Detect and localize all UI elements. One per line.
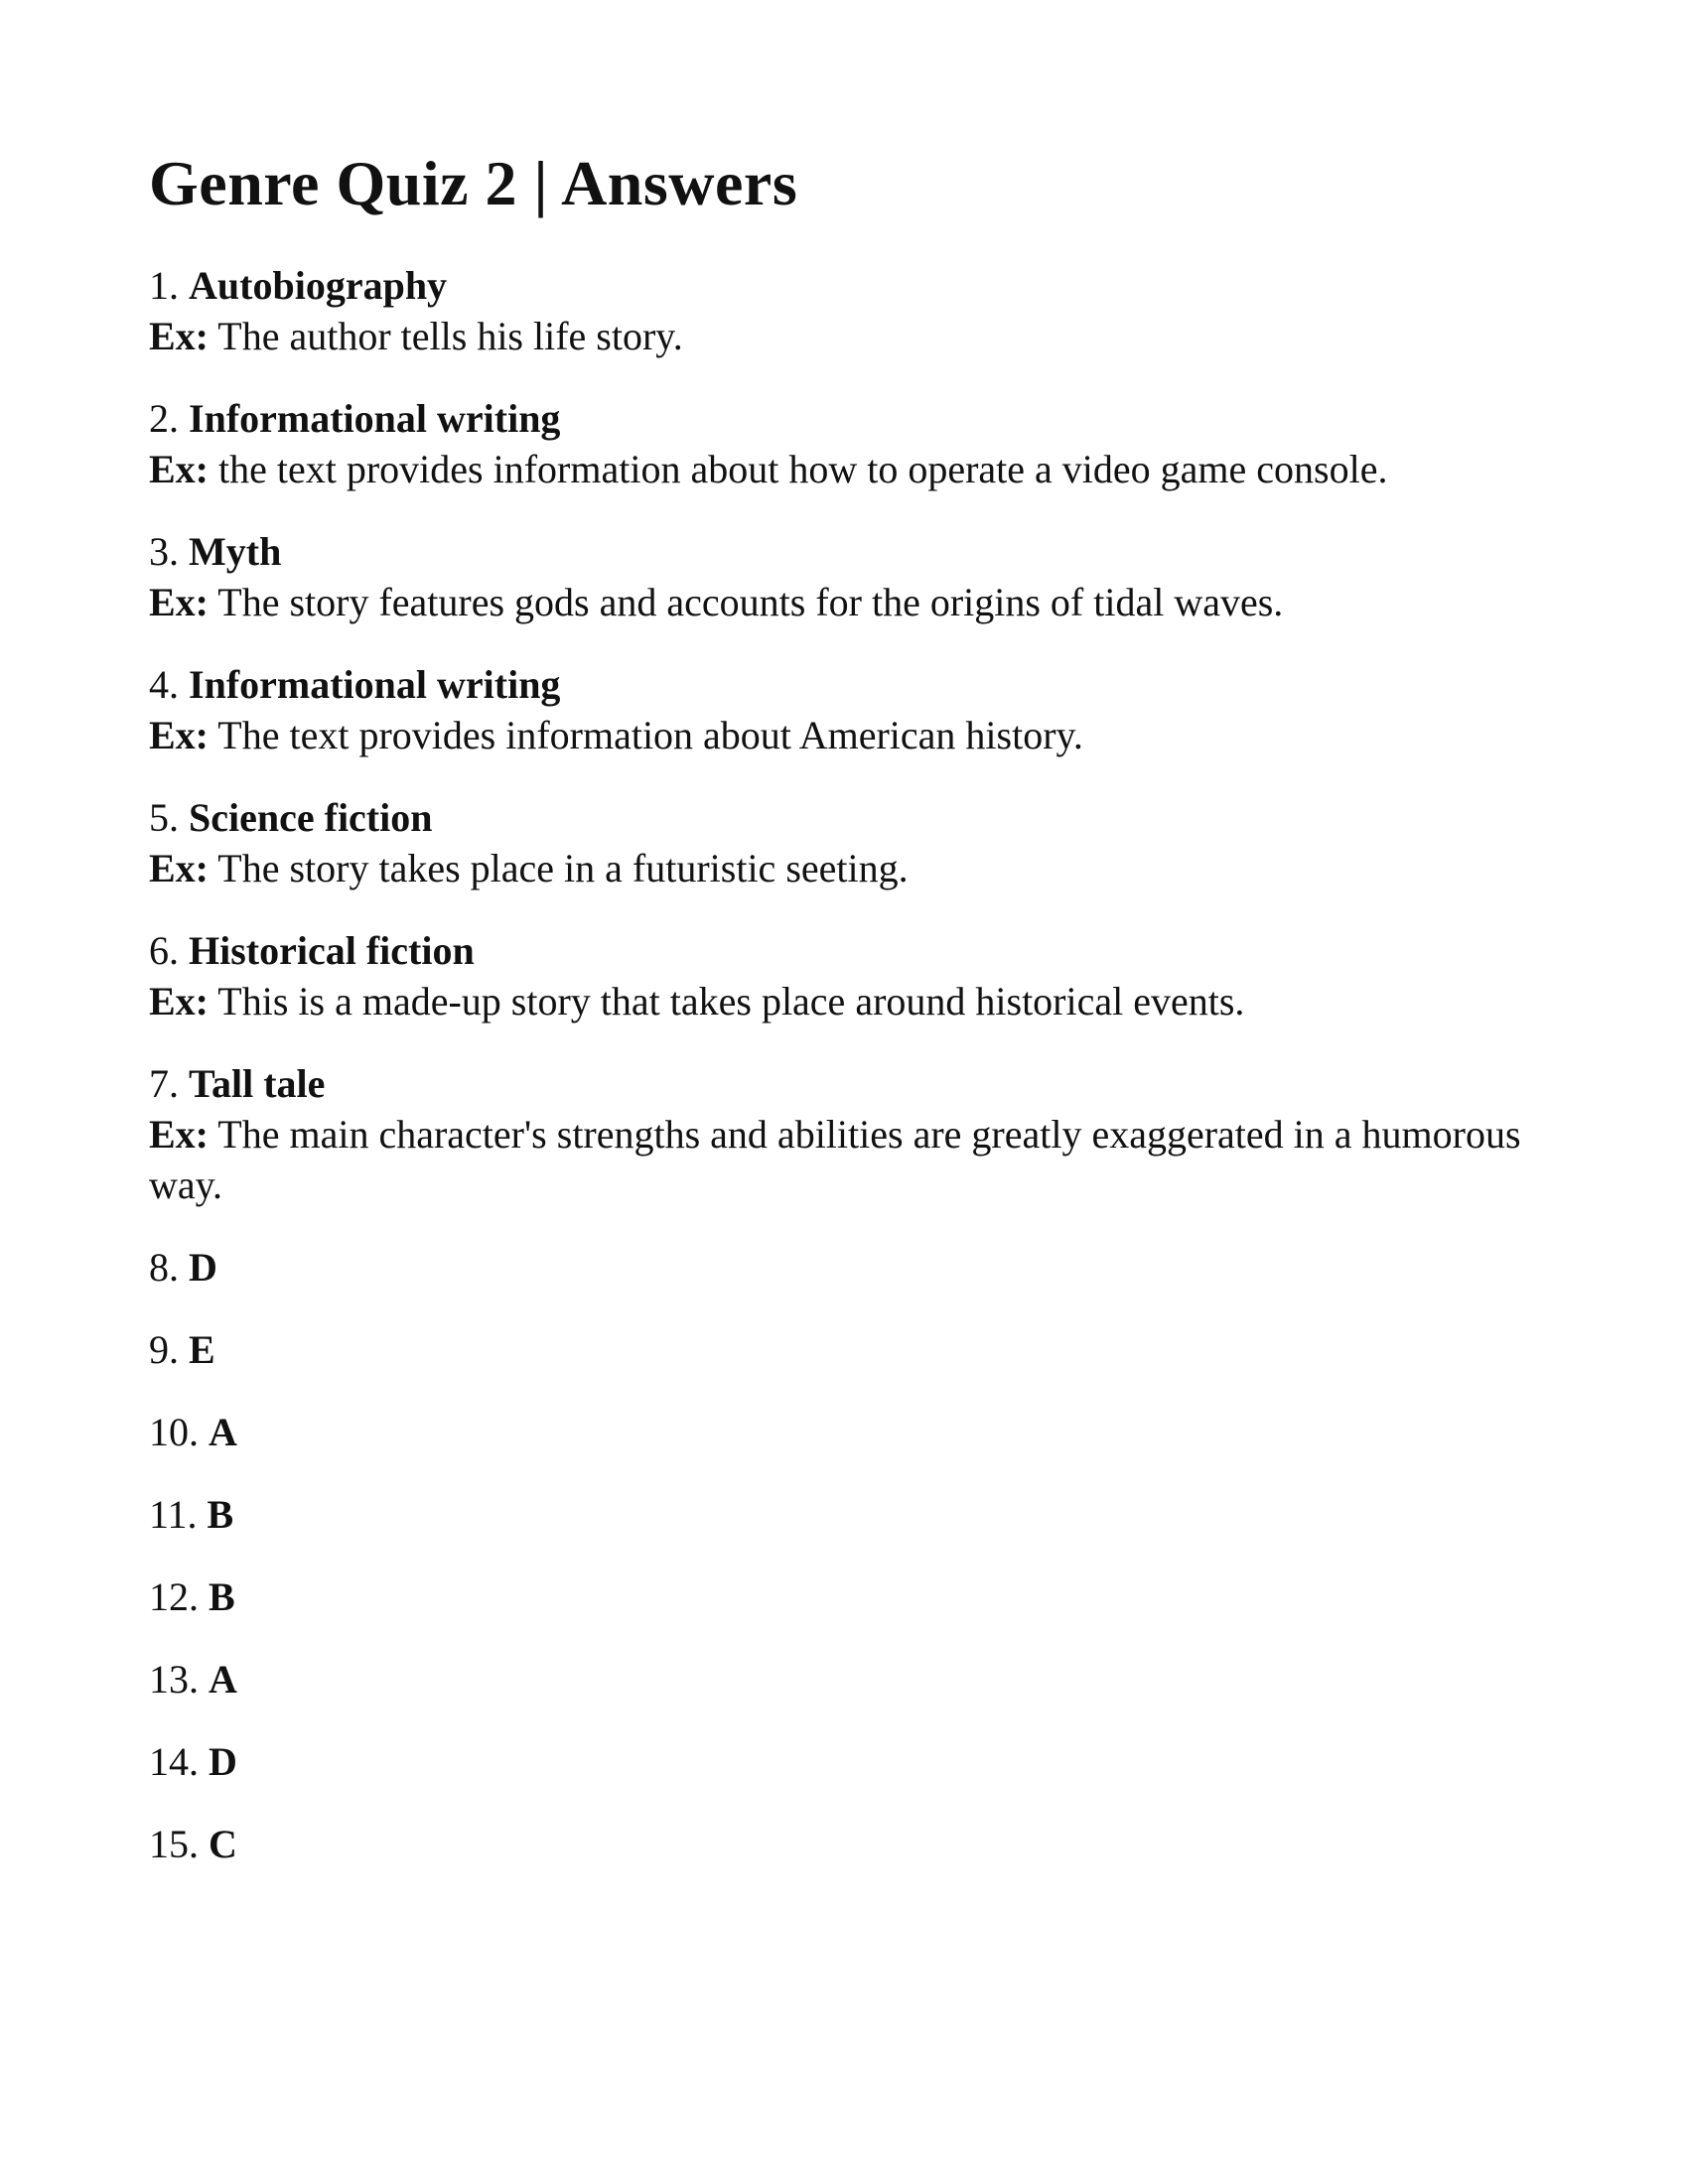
ex-label: Ex: bbox=[149, 978, 209, 1024]
answer-genre: Historical fiction bbox=[189, 927, 475, 973]
explanation-text: The text provides information about American history. bbox=[217, 712, 1083, 757]
answer-number: 1. bbox=[149, 262, 179, 308]
answer-number: 14. bbox=[149, 1738, 199, 1784]
explanation-text: The main character's strengths and abilities are greatly exaggerated in a humorous way. bbox=[149, 1111, 1521, 1207]
answer-letter: B bbox=[209, 1573, 235, 1619]
explanation-text: The author tells his life story. bbox=[217, 313, 683, 358]
answer-item-7 bbox=[149, 1058, 1559, 1210]
answer-explanation bbox=[149, 843, 1559, 893]
page-title: Genre Quiz 2 | Answers bbox=[149, 148, 798, 218]
answer-number: 10. bbox=[149, 1409, 199, 1454]
explanation-text: This is a made-up story that takes place around historical events. bbox=[217, 978, 1245, 1024]
ex-label: Ex: bbox=[149, 313, 209, 358]
answer-explanation bbox=[149, 444, 1559, 494]
answer-number: 11. bbox=[149, 1491, 198, 1537]
answer-number: 5. bbox=[149, 794, 179, 840]
answer-number: 3. bbox=[149, 528, 179, 574]
answer-genre: Myth bbox=[189, 528, 282, 574]
answer-heading bbox=[149, 792, 1559, 843]
answer-item-9 bbox=[149, 1324, 1559, 1375]
answer-letter: D bbox=[209, 1738, 237, 1784]
answer-sheet bbox=[149, 147, 1559, 1901]
answer-item-14 bbox=[149, 1736, 1559, 1787]
answer-genre: Tall tale bbox=[189, 1060, 326, 1106]
ex-label: Ex: bbox=[149, 579, 209, 624]
answer-explanation bbox=[149, 577, 1559, 627]
answer-explanation bbox=[149, 976, 1559, 1026]
ex-label: Ex: bbox=[149, 845, 209, 890]
answer-letter: B bbox=[207, 1491, 234, 1537]
answer-item-11 bbox=[149, 1489, 1559, 1540]
answer-genre: Informational writing bbox=[189, 661, 561, 707]
answer-number: 12. bbox=[149, 1573, 199, 1619]
answer-list bbox=[149, 260, 1559, 1869]
answer-number: 6. bbox=[149, 927, 179, 973]
answer-explanation bbox=[149, 710, 1559, 760]
ex-label: Ex: bbox=[149, 1111, 209, 1157]
answer-item-15 bbox=[149, 1819, 1559, 1869]
answer-heading bbox=[149, 1058, 1559, 1109]
answer-item-6 bbox=[149, 925, 1559, 1026]
ex-label: Ex: bbox=[149, 446, 209, 491]
answer-letter: A bbox=[209, 1409, 237, 1454]
answer-item-4 bbox=[149, 659, 1559, 760]
answer-item-1 bbox=[149, 260, 1559, 361]
answer-item-13 bbox=[149, 1654, 1559, 1705]
answer-item-8 bbox=[149, 1242, 1559, 1293]
answer-number: 2. bbox=[149, 395, 179, 441]
answer-item-2 bbox=[149, 393, 1559, 494]
answer-heading bbox=[149, 526, 1559, 577]
explanation-text: The story takes place in a futuristic seeting. bbox=[217, 845, 909, 890]
answer-explanation bbox=[149, 311, 1559, 361]
answer-genre: Science fiction bbox=[189, 794, 433, 840]
answer-genre: Informational writing bbox=[189, 395, 561, 441]
answer-item-10 bbox=[149, 1407, 1559, 1457]
ex-label: Ex: bbox=[149, 712, 209, 757]
answer-number: 13. bbox=[149, 1656, 199, 1702]
answer-heading bbox=[149, 393, 1559, 444]
explanation-text: The story features gods and accounts for the origins of tidal waves. bbox=[217, 579, 1284, 624]
answer-heading bbox=[149, 659, 1559, 710]
answer-explanation bbox=[149, 1109, 1559, 1210]
answer-number: 15. bbox=[149, 1821, 199, 1866]
answer-number: 4. bbox=[149, 661, 179, 707]
answer-letter: E bbox=[189, 1326, 215, 1372]
answer-item-12 bbox=[149, 1571, 1559, 1622]
answer-heading bbox=[149, 925, 1559, 976]
answer-item-5 bbox=[149, 792, 1559, 893]
answer-letter: A bbox=[209, 1656, 237, 1702]
answer-letter: C bbox=[209, 1821, 237, 1866]
answer-letter: D bbox=[189, 1244, 217, 1290]
answer-item-3 bbox=[149, 526, 1559, 627]
answer-number: 8. bbox=[149, 1244, 179, 1290]
answer-number: 9. bbox=[149, 1326, 179, 1372]
answer-number: 7. bbox=[149, 1060, 179, 1106]
explanation-text: the text provides information about how to operate a video game console. bbox=[218, 446, 1388, 491]
answer-genre: Autobiography bbox=[189, 262, 448, 308]
answer-heading bbox=[149, 260, 1559, 311]
